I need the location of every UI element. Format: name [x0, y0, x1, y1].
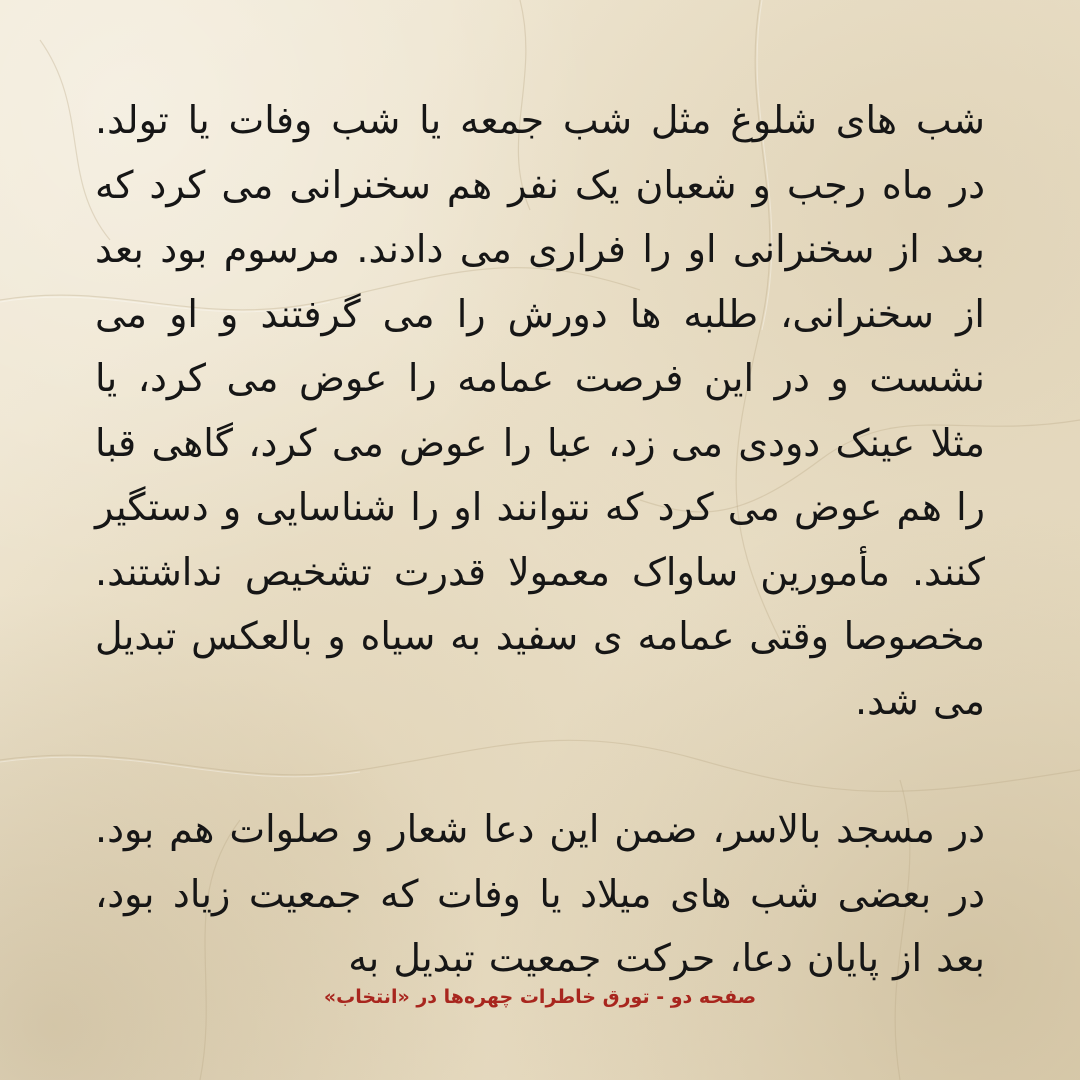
paragraph-1: شب های شلوغ مثل شب جمعه یا شب وفات یا تولد. در ماه رجب و شعبان یک نفر هم سخنرانی می کرد که بعد از سخنرانی او را فراری می دادند. مرسوم بود بعد از سخنرانی، طلبه ها دورش را می گرفتند و او می نشست و در این فرصت عمامه را عوض می کرد، یا مثلا عینک دودی می زد، عبا را عوض می کرد، گاهی قبا را هم عوض می کرد که نتوانند او را شناسایی و دستگیر کنند. مأمورین ساواک معمولا قدرت تشخیص نداشتند. مخصوصا وقتی عمامه ی سفید به سیاه و بالعکس تبدیل می شد. [95, 98, 985, 723]
article-body [95, 88, 985, 991]
source-caption: صفحه دو - تورق خاطرات چهره‌ها در «انتخاب» [323, 986, 757, 1008]
paragraph-2: در مسجد بالاسر، ضمن این دعا شعار و صلوات هم بود. در بعضی شب های میلاد یا وفات که جمعیت زیاد بود، بعد از پایان دعا، حرکت جمعیت تبدیل به [95, 807, 985, 980]
